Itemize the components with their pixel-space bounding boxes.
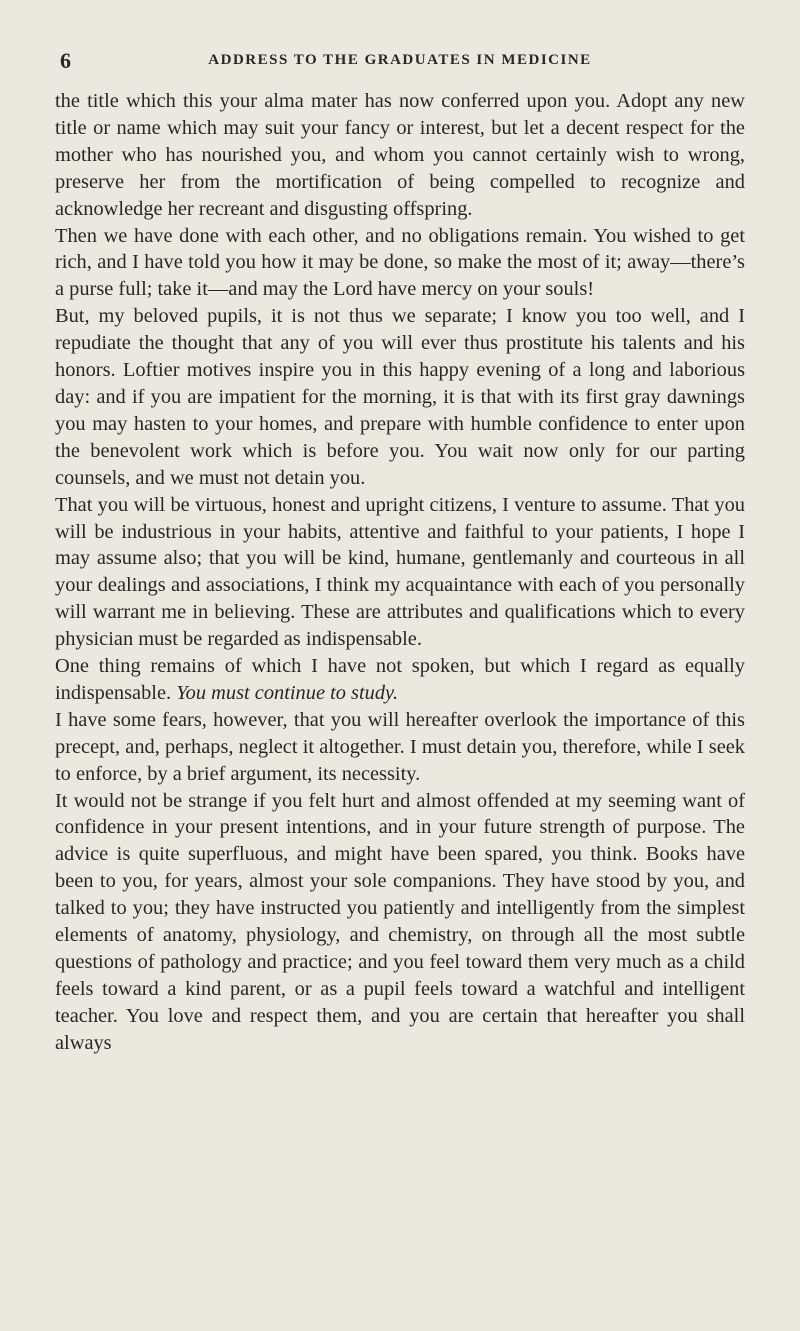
- paragraph: That you will be virtuous, honest and upright citizens, I venture to assume. That you will be industrious in your habits, attentive and faithful to your patients, I hope I may assume also; that you will be kind, humane, gentlemanly and courteous in all your dealings and associations, I think my acquaintance with each of you personally will warrant me in believing. These are attributes and qualifications which to every physician must be regarded as indispensable.: [55, 493, 745, 651]
- page-number: 6: [60, 48, 71, 73]
- paragraph: But, my beloved pupils, it is not thus we separate; I know you too well, and I repudiate the thought that any of you will ever thus prostitute his talents and his honors. Loftier motives inspire you in this happy evening of a long and laborious day: and if you are impatient for the morning, it is that with its first gray dawnings you may hasten to your homes, and prepare with humble confidence to enter upon the benevolent work which is before you. You wait now only for our parting counsels, and we must not detain you.: [55, 305, 745, 489]
- body-text: [55, 88, 745, 1057]
- paragraph: Then we have done with each other, and no obligations remain. You wished to get rich, and I have told you how it may be done, so make the most of it; away—there’s a purse full; take it—and may the Lord have mercy on your souls!: [55, 224, 745, 301]
- paragraph: [55, 653, 745, 707]
- paragraph: I have some fears, however, that you will hereafter overlook the importance of this precept, and, perhaps, neglect it altogether. I must detain you, therefore, while I seek to enforce, by a brief argument, its necessity.: [55, 708, 745, 785]
- paragraph: the title which this your alma mater has now conferred upon you. Adopt any new title or name which may suit your fancy or interest, but let a decent respect for the mother who has nourished you, and whom you cannot certainly wish to wrong, preserve her from the mortification of being compelled to recognize and acknowledge her recreant and disgusting offspring.: [55, 90, 745, 220]
- paragraph: It would not be strange if you felt hurt and almost offended at my seeming want of confidence in your present intentions, and in your future strength of purpose. The advice is quite superfluous, and might have been spared, you think. Books have been to you, for years, almost your sole companions. They have stood by you, and talked to you; they have instructed you patiently and intelligently from the simplest elements of anatomy, physiology, and chemistry, on through all the most subtle questions of pathology and practice; and you feel toward them very much as a child feels toward a kind parent, or as a pupil feels toward a watchful and intelligent teacher. You love and respect them, and you are certain that hereafter you shall always: [55, 789, 745, 1054]
- running-title: ADDRESS TO THE GRADUATES IN MEDICINE: [208, 52, 592, 68]
- emphasized-precept: You must continue to study.: [176, 681, 399, 704]
- paragraph-text: One thing remains of which I have not spoken, but which I regard as equally indispensable.: [55, 655, 745, 704]
- running-head: [60, 48, 740, 78]
